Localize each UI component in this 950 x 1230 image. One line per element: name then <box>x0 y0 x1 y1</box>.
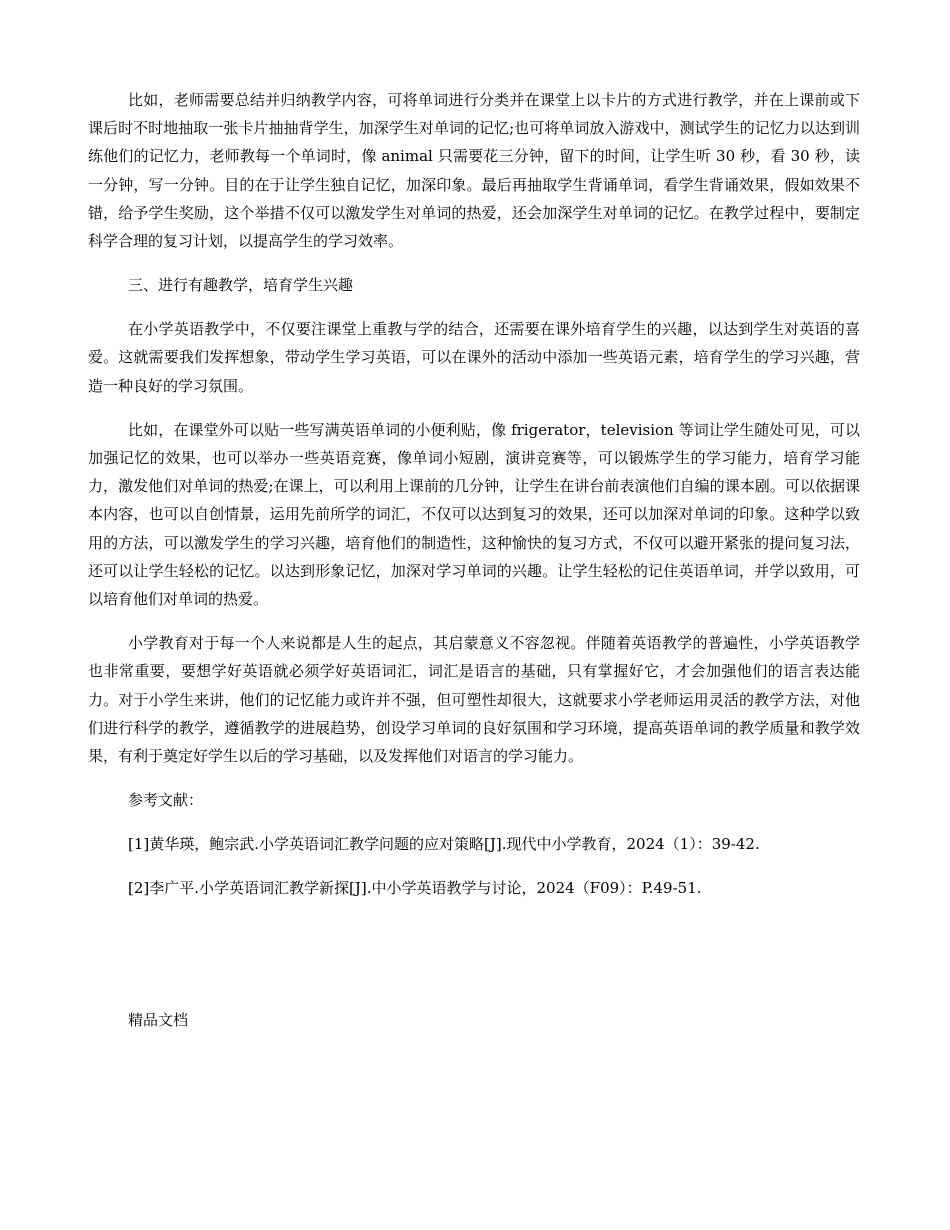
reference-item-1: [1]黄华瑛，鲍宗武.小学英语词汇教学问题的应对策略[J].现代中小学教育，2024（1）：39-42. <box>128 835 760 854</box>
document-body <box>88 86 860 902</box>
references-title: 参考文献： <box>128 791 204 810</box>
body-paragraph-4: 小学教育对于每一个人来说都是人生的起点，其启蒙意义不容忽视。伴随着英语教学的普遍性，小学英语教学也非常重要，要想学好英语就必须学好英语词汇，词汇是语言的基础，只有掌握好它，才会加强他们的语言表达能力。对于小学生来讲，他们的记忆能力或许并不强，但可塑性却很大，这就要求小学老师运用灵活的教学方法，对他们进行科学的教学，遵循教学的进展趋势，创设学习单词的良好氛围和学习环境，提高英语单词的教学质量和教学效果，有利于奠定好学生以后的学习基础，以及发挥他们对语言的学习能力。 <box>88 634 860 766</box>
reference-item-2: [2]李广平.小学英语词汇教学新探[J].中小学英语教学与讨论，2024（F09）：P.49-51. <box>128 879 702 898</box>
body-paragraph-1: 比如，老师需要总结并归纳教学内容，可将单词进行分类并在课堂上以卡片的方式进行教学，并在上课前或下课后时不时地抽取一张卡片抽抽背学生，加深学生对单词的记忆;也可将单词放入游戏中，测试学生的记忆力以达到训练他们的记忆力，老师教每一个单词时，像 animal 只需要花三分钟，留下的时间，让学生听 30 秒，看 30 秒，读一分钟，写一分钟。目的在于让学生独自记忆，加深印象。最后再抽取学生背诵单词，看学生背诵效果，假如效果不错，给予学生奖励，这个举措不仅可以激发学生对单词的热爱，还会加深学生对单词的记忆。在教学过程中，要制定科学合理的复习计划，以提高学生的学习效率。 <box>88 91 860 251</box>
section-heading: 三、进行有趣教学，培育学生兴趣 <box>128 276 354 295</box>
body-paragraph-3: 比如，在课堂外可以贴一些写满英语单词的小便利贴，像 frigerator，television 等词让学生随处可见，可以加强记忆的效果，也可以举办一些英语竞赛，像单词小短剧，演讲竞赛等，可以锻炼学生的学习能力，培育学习能力，激发他们对单词的热爱;在课上，可以利用上课前的几分钟，让学生在讲台前表演他们自编的课本剧。可以依据课本内容，也可以自创情景，运用先前所学的词汇，不仅可以达到复习的效果，还可以加深对单词的印象。这种学以致用的方法，可以激发学生的学习兴趣，培育他们的制造性，这种愉快的复习方式，不仅可以避开紧张的提问复习法，还可以让学生轻松的记忆。以达到形象记忆，加深对学习单词的兴趣。让学生轻松的记住英语单词，并学以致用，可以培育他们对单词的热爱。 <box>88 420 860 609</box>
body-paragraph-2: 在小学英语教学中，不仅要注课堂上重教与学的结合，还需要在课外培育学生的兴趣，以达到学生对英语的喜爱。这就需要我们发挥想象，带动学生学习英语，可以在课外的活动中添加一些英语元素，培育学生的学习兴趣，营造一种良好的学习氛围。 <box>88 320 860 395</box>
footer-label: 精品文档 <box>128 1011 189 1029</box>
